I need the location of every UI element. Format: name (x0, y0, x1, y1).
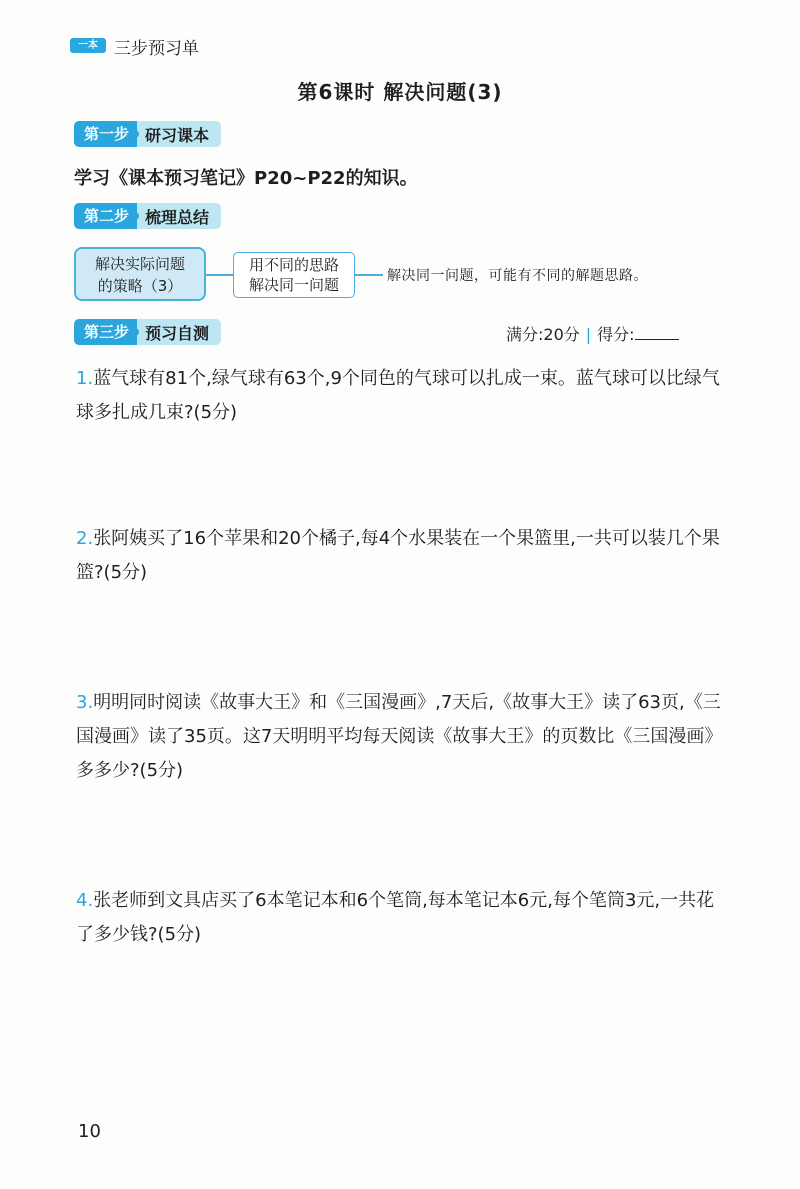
concept-method-line-1: 用不同的思路 (248, 256, 339, 274)
step-2-tag: 第二步 (74, 203, 137, 229)
concept-topic-line-2: 的策略（3） (97, 277, 183, 295)
question-3 (76, 686, 726, 788)
concept-method-line-2: 解决同一问题 (248, 276, 339, 294)
got-score-label: 得分: (597, 325, 635, 344)
question-text: 蓝气球有81个,绿气球有63个,9个同色的气球可以扎成一束。蓝气球可以比绿气球多扎成几束?(5分) (76, 368, 720, 423)
concept-summary: 解决同一问题，可能有不同的解题思路。 (387, 268, 648, 284)
question-text: 张阿姨买了16个苹果和20个橘子,每4个水果装在一个果篮里,一共可以装几个果篮?(5分) (76, 528, 720, 583)
step-1-name: 研习课本 (145, 125, 210, 145)
step-1-text: 学习《课本预习笔记》P20~P22的知识。 (74, 168, 418, 189)
score-line (506, 322, 679, 345)
brand-logo: 一本 (70, 38, 106, 53)
step-2-name: 梳理总结 (145, 207, 210, 227)
step-3-pill (74, 319, 221, 345)
connector-line (206, 274, 233, 276)
question-4 (76, 884, 726, 952)
page-number: 10 (78, 1121, 101, 1142)
score-separator: | (585, 325, 592, 344)
concept-topic-box (74, 247, 206, 301)
series-title: 三步预习单 (114, 39, 199, 59)
question-text: 张老师到文具店买了6本笔记本和6个笔筒,每本笔记本6元,每个笔筒3元,一共花了多少钱?(5分) (76, 890, 715, 945)
question-number: 4. (76, 890, 94, 911)
score-input-blank[interactable] (635, 325, 679, 340)
step-3-tag: 第三步 (74, 319, 137, 345)
question-2 (76, 522, 726, 590)
question-number: 2. (76, 528, 94, 549)
concept-method-box (233, 252, 355, 298)
lesson-title: 第6课时 解决问题(3) (297, 80, 503, 104)
step-1-tag: 第一步 (74, 121, 137, 147)
question-text: 明明同时阅读《故事大王》和《三国漫画》,7天后,《故事大王》读了63页,《三国漫画》读了35页。这7天明明平均每天阅读《故事大王》的页数比《三国漫画》多多少?(5分) (76, 692, 723, 781)
step-3-name: 预习自测 (145, 323, 210, 343)
step-2-pill (74, 203, 221, 229)
full-score-label: 满分:20分 (506, 325, 580, 344)
concept-topic-line-1: 解决实际问题 (94, 255, 185, 273)
connector-line (355, 274, 383, 276)
question-number: 3. (76, 692, 94, 713)
question-number: 1. (76, 368, 94, 389)
question-1 (76, 362, 726, 430)
step-1-pill (74, 121, 221, 147)
